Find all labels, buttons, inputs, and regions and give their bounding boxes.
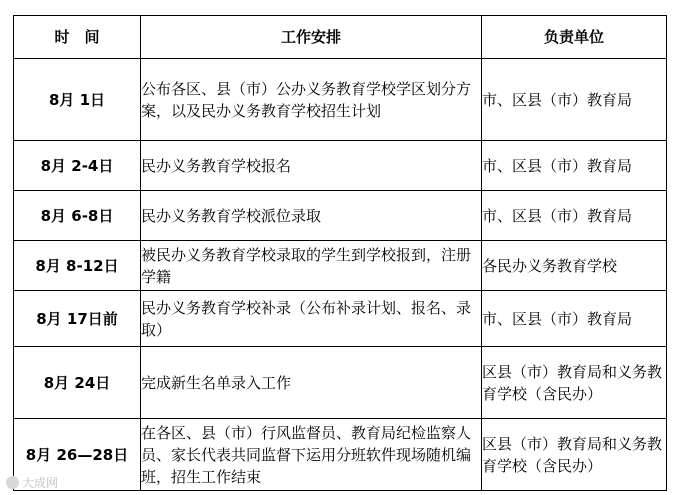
row-unit: 市、区县（市）教育局 [482,291,667,347]
table-row [14,419,667,491]
row-task: 在各区、县（市）行风监督员、教育局纪检监察人员、家长代表共同监督下运用分班软件现场随机编班，招生工作结束 [141,419,482,491]
header-row [14,16,667,59]
row-task: 被民办义务教育学校录取的学生到学校报到，注册学籍 [141,241,482,291]
row-date: 8月 1日 [14,59,141,141]
row-task: 民办义务教育学校补录（公布补录计划、报名、录取） [141,291,482,347]
header-unit: 负责单位 [482,16,667,59]
row-unit: 各民办义务教育学校 [482,241,667,291]
row-date: 8月 6-8日 [14,191,141,241]
watermark [6,474,58,491]
table-row [14,141,667,191]
schedule-table [13,15,667,491]
watermark-logo-icon [6,476,19,489]
table-row [14,347,667,419]
row-unit: 市、区县（市）教育局 [482,191,667,241]
header-task: 工作安排 [141,16,482,59]
table-row [14,241,667,291]
watermark-text: 大成网 [22,476,59,490]
row-task: 完成新生名单录入工作 [141,347,482,419]
table-row [14,291,667,347]
row-date: 8月 24日 [14,347,141,419]
header-time: 时 间 [14,16,141,59]
row-unit: 市、区县（市）教育局 [482,59,667,141]
row-task: 民办义务教育学校报名 [141,141,482,191]
row-date: 8月 2-4日 [14,141,141,191]
row-unit: 区县（市）教育局和义务教育学校（含民办） [482,347,667,419]
row-date: 8月 17日前 [14,291,141,347]
table-row [14,59,667,141]
table-row [14,191,667,241]
row-unit: 市、区县（市）教育局 [482,141,667,191]
row-date: 8月 26—28日 [14,419,141,491]
row-date: 8月 8-12日 [14,241,141,291]
row-task: 民办义务教育学校派位录取 [141,191,482,241]
row-unit: 区县（市）教育局和义务教育学校（含民办） [482,419,667,491]
row-task: 公布各区、县（市）公办义务教育学校学区划分方案，以及民办义务教育学校招生计划 [141,59,482,141]
